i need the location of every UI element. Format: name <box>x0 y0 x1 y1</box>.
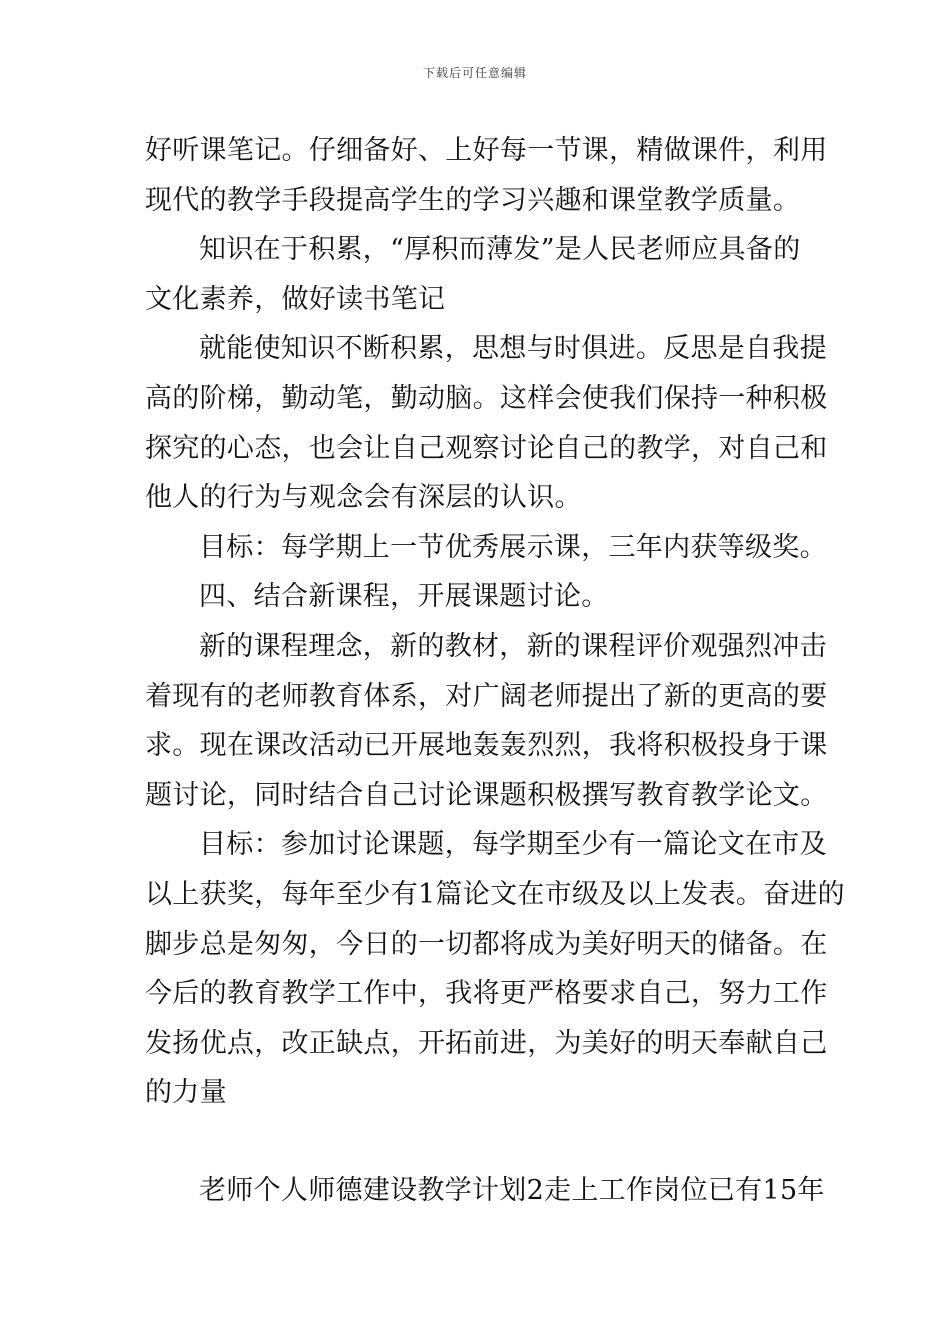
text-line: 今后的教育教学工作中，我将更严格要求自己，努力工作 <box>145 978 828 1010</box>
paragraph-gap <box>145 1118 810 1166</box>
text-line: 好听课笔记。仔细备好、上好每一节课，精做课件，利用 <box>145 135 828 166</box>
text-line: 文化素养，做好读书笔记 <box>145 283 446 315</box>
section-start-line: 老师个人师德建设教学计划2走上工作岗位已有15年 <box>199 1174 825 1206</box>
text-line: 以上获奖，每年至少有1篇论文在市级及以上发表。奋进的 <box>145 878 845 910</box>
text-line: 知识在于积累，“厚积而薄发”是人民老师应具备的 <box>199 234 801 266</box>
page-header: 下载后可任意编辑 <box>422 66 527 80</box>
text-line: 新的课程理念，新的教材，新的课程评价观强烈冲击 <box>199 630 827 662</box>
text-line: 求。现在课改活动已开展地轰轰烈烈，我将积极投身于课 <box>145 730 828 762</box>
text-line: 目标：每学期上一节优秀展示课，三年内获等级奖。 <box>199 531 827 563</box>
text-line: 高的阶梯，勤动笔，勤动脑。这样会使我们保持一种积极 <box>145 382 828 414</box>
text-line: 脚步总是匆匆，今日的一切都将成为美好明天的储备。在 <box>145 928 828 960</box>
text-line: 就能使知识不断积累，思想与时俱进。反思是自我提 <box>199 333 827 365</box>
text-line: 探究的心态，也会让自己观察讨论自己的教学，对自己和 <box>145 432 828 464</box>
document-body <box>145 126 845 1215</box>
text-line: 目标：参加讨论课题，每学期至少有一篇论文在市及 <box>199 829 827 861</box>
text-line: 着现有的老师教育体系，对广阔老师提出了新的更高的要 <box>145 680 828 712</box>
text-line: 发扬优点，改正缺点，开拓前进，为美好的明天奉献自己 <box>145 1027 828 1059</box>
text-line: 四、结合新课程，开展课题讨论。 <box>199 581 609 613</box>
text-line: 题讨论，同时结合自己讨论课题积极撰写教育教学论文。 <box>145 779 828 811</box>
text-line: 他人的行为与观念会有深层的认识。 <box>145 482 582 514</box>
text-line: 现代的教学手段提高学生的学习兴趣和课堂教学质量。 <box>145 184 801 216</box>
text-line: 的力量 <box>145 1077 227 1109</box>
